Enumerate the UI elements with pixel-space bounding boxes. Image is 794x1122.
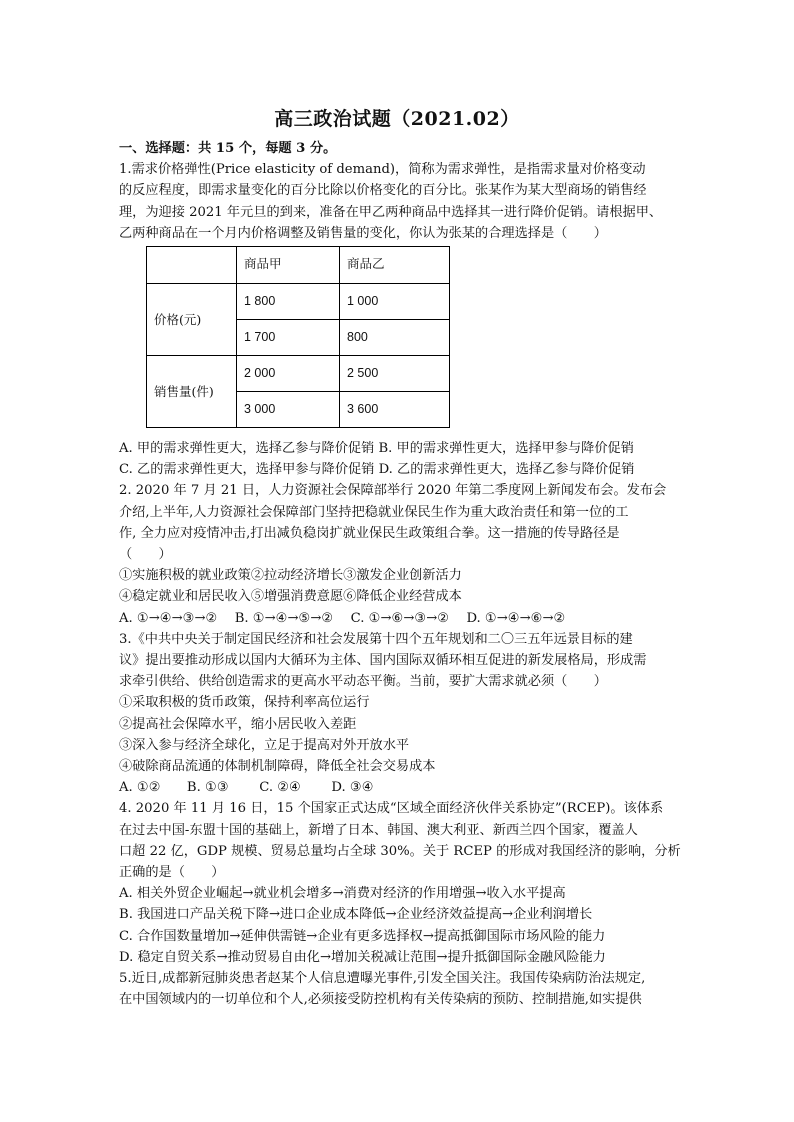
question-text-line: 4. 2020 年 11 月 16 日，15 个国家正式达成“区域全面经济伙伴关系协定”(RCEP)。该体系 <box>119 801 664 817</box>
question-text-line: 正确的是（ ） <box>119 865 225 881</box>
question-text-line: ④稳定就业和居民收入⑤增强消费意愿⑥降低企业经营成本 <box>119 589 462 605</box>
table-cell: 2 500 <box>340 356 450 392</box>
table-header-cell: 商品甲 <box>237 247 340 284</box>
table-cell: 1 000 <box>340 284 450 320</box>
question-text-line: 理，为迎接 2021 年元旦的到来，准备在甲乙两种商品中选择其一进行降价促销。请根据甲、 <box>119 204 663 220</box>
page-title: 高三政治试题（2021.02） <box>274 108 520 130</box>
question-text-line: 议》提出要推动形成以国内大循环为主体、国内国际双循环相互促进的新发展格局，形成需 <box>119 653 647 669</box>
answer-option-line: A. ①→④→③→② B. ①→④→⑤→② C. ①→⑥→③→② D. ①→④→⑥→② <box>119 610 566 626</box>
question-text-line: 1.需求价格弹性(Price elasticity of demand)，简称为需求弹性，是指需求量对价格变动 <box>119 162 646 178</box>
question-4 <box>119 798 679 968</box>
exam-content <box>119 138 679 1011</box>
question-text-line: 乙两种商品在一个月内价格调整及销售量的变化，你认为张某的合理选择是（ ） <box>119 225 607 241</box>
question-text-line: 3.《中共中央关于制定国民经济和社会发展第十四个五年规划和二〇三五年远景目标的建 <box>119 631 633 647</box>
question-5 <box>119 968 679 1010</box>
question-text-line: （ ） <box>119 547 172 563</box>
table-header-cell <box>147 247 237 284</box>
table-cell: 1 700 <box>237 320 340 356</box>
question-text-line: 的反应程度，即需求量变化的百分比除以价格变化的百分比。张某作为某大型商场的销售经 <box>119 183 647 199</box>
table-row <box>147 284 450 320</box>
table-cell: 3 000 <box>237 392 340 428</box>
row-label-sales: 销售量(件) <box>147 356 237 428</box>
question-text-line: ①实施积极的就业政策②拉动经济增长③激发企业创新活力 <box>119 568 462 584</box>
section-header: 一、选择题：共 15 个，每题 3 分。 <box>119 141 337 156</box>
price-sales-table <box>146 246 450 428</box>
answer-option-line: C. 乙的需求弹性更大，选择甲参与降价促销 D. 乙的需求弹性更大，选择乙参与降价促销 <box>119 462 635 478</box>
question-text-line: 介绍,上半年,人力资源社会保障部门坚持把稳就业保民生作为重大政治责任和第一位的工 <box>119 504 629 520</box>
answer-option-line: D. 稳定自贸关系→推动贸易自由化→增加关税减让范围→提升抵御国际金融风险能力 <box>119 949 606 965</box>
answer-option-line: A. 相关外贸企业崛起→就业机会增多→消费对经济的作用增强→收入水平提高 <box>119 886 566 902</box>
question-text-line: 求牵引供给、供给创造需求的更高水平动态平衡。当前，要扩大需求就必须（ ） <box>119 674 607 690</box>
table-header-cell: 商品乙 <box>340 247 450 284</box>
table-header-row <box>147 247 450 284</box>
question-2 <box>119 480 679 628</box>
question-text-line: 2. 2020 年 7 月 21 日，人力资源社会保障部举行 2020 年第二季度网上新闻发布会。发布会 <box>119 483 667 499</box>
table-cell: 3 600 <box>340 392 450 428</box>
table-cell: 2 000 <box>237 356 340 392</box>
question-1 <box>119 159 679 480</box>
table-row <box>147 356 450 392</box>
question-text-line: ④破除商品流通的体制机制障碍，降低全社会交易成本 <box>119 759 436 775</box>
question-text-line: 作, 全力应对疫情冲击,打出减负稳岗扩就业保民生政策组合拳。这一措施的传导路径是 <box>119 525 620 541</box>
question-text-line: 口超 22 亿，GDP 规模、贸易总量均占全球 30%。关于 RCEP 的形成对我国经济的影响，分析 <box>119 843 681 859</box>
answer-option-line: B. 我国进口产品关税下降→进口企业成本降低→企业经济效益提高→企业利润增长 <box>119 907 593 923</box>
question-text-line: ②提高社会保障水平，缩小居民收入差距 <box>119 716 357 732</box>
answer-option-line: A. 甲的需求弹性更大，选择乙参与降价促销 B. 甲的需求弹性更大，选择甲参与降价促销 <box>119 441 634 457</box>
question-text-line: 在中国领域内的一切单位和个人,必须接受防控机构有关传染病的预防、控制措施,如实提供 <box>119 992 642 1008</box>
question-text-line: ③深入参与经济全球化，立足于提高对外开放水平 <box>119 737 410 753</box>
row-label-price: 价格(元) <box>147 284 237 356</box>
table-cell: 800 <box>340 320 450 356</box>
question-3 <box>119 629 679 799</box>
table-cell: 1 800 <box>237 284 340 320</box>
answer-option-line: A. ①② B. ①③ C. ②④ D. ③④ <box>119 780 374 796</box>
question-text-line: ①采取积极的货币政策，保持利率高位运行 <box>119 695 370 711</box>
question-text-line: 在过去中国-东盟十国的基础上，新增了日本、韩国、澳大利亚、新西兰四个国家，覆盖人 <box>119 822 638 838</box>
answer-option-line: C. 合作国数量增加→延伸供需链→企业有更多选择权→提高抵御国际市场风险的能力 <box>119 928 606 944</box>
question-text-line: 5.近日,成都新冠肺炎患者赵某个人信息遭曝光事件,引发全国关注。我国传染病防治法规定, <box>119 971 646 987</box>
